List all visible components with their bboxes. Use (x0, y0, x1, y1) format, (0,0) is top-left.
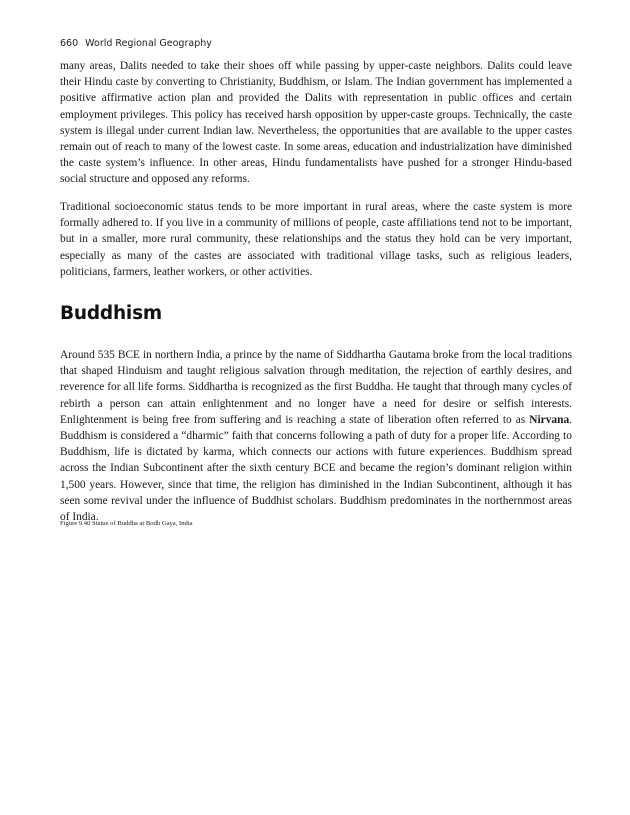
paragraph-dalits: many areas, Dalits needed to take their shoes off while passing by upper-caste neighbors. Dalits could leave their Hindu caste by converting to Christianity, Buddhism, or Islam. The Indian government has implemented a positive affirmative action plan and provided the Dalits with representation in public offices and certain employment privileges. This policy has received harsh opposition by upper-caste groups. Technically, the caste system is illegal under current Indian law. Nevertheless, the opportunities that are available to the upper castes remain out of reach to many of the lowest caste. In some areas, education and industrialization have diminished the caste system’s influence. In other areas, Hindu fundamentalists have pushed for a stronger Hindu-based social structure and opposed any reforms. (60, 60, 572, 186)
page-number: 660 (60, 38, 79, 49)
paragraph-buddhism (60, 347, 572, 525)
figure-caption: Figure 9.40 Statue of Buddha at Bodh Gaya, India (60, 520, 193, 527)
section-heading-buddhism: Buddhism (60, 303, 162, 324)
buddhism-text-part1: Around 535 BCE in northern India, a prince by the name of Siddhartha Gautama broke from the local traditions that shaped Hinduism and taught religious salvation through meditation, the rejection of earthly desires, and reverence for all life forms. Siddhartha is recognized as the first Buddha. He taught that through many cycles of rebirth a person can attain enlightenment and no longer have a need for desire or selfish interests. Enlightenment is being free from suffering and is reaching a state of liberation often referred to as (60, 349, 572, 426)
running-header (60, 38, 212, 49)
key-term-nirvana: Nirvana (529, 413, 570, 426)
book-title: World Regional Geography (85, 38, 212, 49)
paragraph-rural-status: Traditional socioeconomic status tends to be more important in rural areas, where the caste system is more formally adhered to. If you live in a community of millions of people, caste affiliations tend not to be important, but in a smaller, more rural community, these relationships and the status they hold can be very important, especially as many of the castes are associated with traditional village tasks, such as religious leaders, politicians, farmers, leather workers, or other activities. (60, 201, 572, 278)
buddhism-text-part2: . Buddhism is considered a “dharmic” faith that concerns following a path of duty for a proper life. According to Buddhism, life is dictated by karma, which connects our actions with future experiences. Buddhism spread across the Indian Subcontinent after the sixth century BCE and became the region’s dominant religion within 1,500 years. However, since that time, the religion has diminished in the Indian Subcontinent, although it has seen some revival under the influence of Buddhist scholars. Buddhism predominates in the northernmost areas of India. (60, 413, 572, 524)
